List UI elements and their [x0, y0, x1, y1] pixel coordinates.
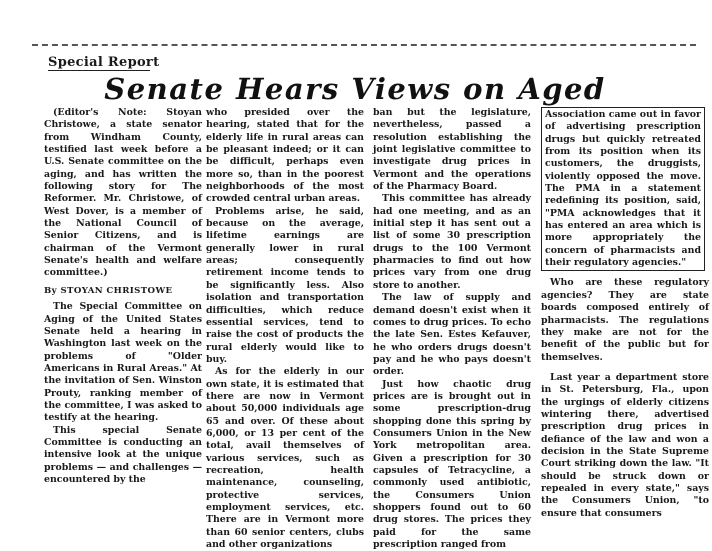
paragraph: Just how chaotic drug prices are is brought out in some prescription-drug shopping done this spring by Consumers Union in the New York metropolitan area. Given a prescription for 30 capsules of Tetracycline, a commonly used antibiotic, the Consumers Union shoppers found out to 60 drug stores. The prices they paid for the same prescription ranged from	[373, 378, 531, 551]
column-4	[541, 107, 709, 519]
paragraph: This special Senate Committee is conducting an intensive look at the unique problems — and challenges — encountered by the	[44, 424, 202, 485]
column-1	[44, 107, 202, 485]
paragraph: The Special Committee on Aging of the United States Senate held a hearing in Washington last week on the problems of "Older Americans in Rural Areas." At the invitation of Sen. Winston Prouty, ranking member of the committee, I was asked to testify at the hearing.	[44, 301, 202, 424]
paragraph: The law of supply and demand doesn't exist when it comes to drug prices. To echo the late Sen. Estes Kefauver, he who orders drugs doesn't pay and he who pays doesn't order.	[373, 292, 531, 378]
kicker-underline	[48, 70, 150, 71]
paragraph: who presided over the hearing, stated that for the elderly life in rural areas can be pleasant indeed; or it can be difficult, perhaps even more so, than in the poorest neighborhoods of the most crowded central urban areas.	[206, 107, 364, 205]
paragraph: ban but the legislature, nevertheless, passed a resolution establishing the joint legislative committee to investigate drug prices in Vermont and the operations of the Pharmacy Board.	[373, 107, 531, 193]
byline: By STOYAN CHRISTOWE	[44, 285, 173, 296]
section-kicker: Special Report	[48, 55, 160, 70]
paragraph: Last year a department store in St. Petersburg, Fla., upon the urgings of elderly citizens wintering there, advertised prescription drug prices in defiance of the law and won a decision in the State Supreme Court striking down the law. "It should be struck down or repealed in every state," says the Consumers Union, "to ensure that consumers	[541, 371, 709, 519]
paragraph: Who are these regulatory agencies? They are state boards composed entirely of pharmacists. The regulations they make are not for the benefit of the public but for themselves.	[541, 277, 709, 363]
column-3	[373, 107, 531, 551]
boxed-excerpt	[541, 107, 705, 271]
editors-note: (Editor's Note: Stoyan Christowe, a state senator from Windham County, testified last week before a U.S. Senate committee on the aging, and has written the following story for The Reformer. Mr. Christowe, of West Dover, is a member of the National Council of Senior Citizens, and is chairman of the Vermont Senate's health and welfare committee.)	[44, 107, 202, 279]
paragraph: Problems arise, he said, because on the average, lifetime earnings are generally lower in rural areas; consequently retirement income tends to be significantly less. Also isolation and transportation difficulties, which reduce essential services, tend to raise the cost of products the rural elderly would like to buy.	[206, 205, 364, 365]
paragraph: This committee has already had one meeting, and as an initial step it has sent out a list of some 30 prescription drugs to the 100 Vermont pharmacies to find out how prices vary from one drug store to another.	[373, 193, 531, 291]
paragraph: Association came out in favor of advertising prescription drugs but quickly retreated from its position when its customers, the druggists, violently opposed the move. The PMA in a statement redefining its position, said, "PMA acknowledges that it has entered an area which is more appropriately the concern of pharmacists and their regulatory agencies."	[545, 109, 701, 269]
article-body	[44, 107, 712, 551]
top-divider	[32, 44, 696, 46]
column-2	[206, 107, 364, 551]
headline: Senate Hears Views on Aged	[104, 72, 606, 106]
paragraph: As for the elderly in our own state, it is estimated that there are now in Vermont about 50,000 individuals age 65 and over. Of these about 6,000, or 13 per cent of the total, avail themselves of various services, such as recreation, health maintenance, counseling, protective services, employment services, etc. There are in Vermont more than 60 senior centers, clubs and other organizations	[206, 366, 364, 551]
